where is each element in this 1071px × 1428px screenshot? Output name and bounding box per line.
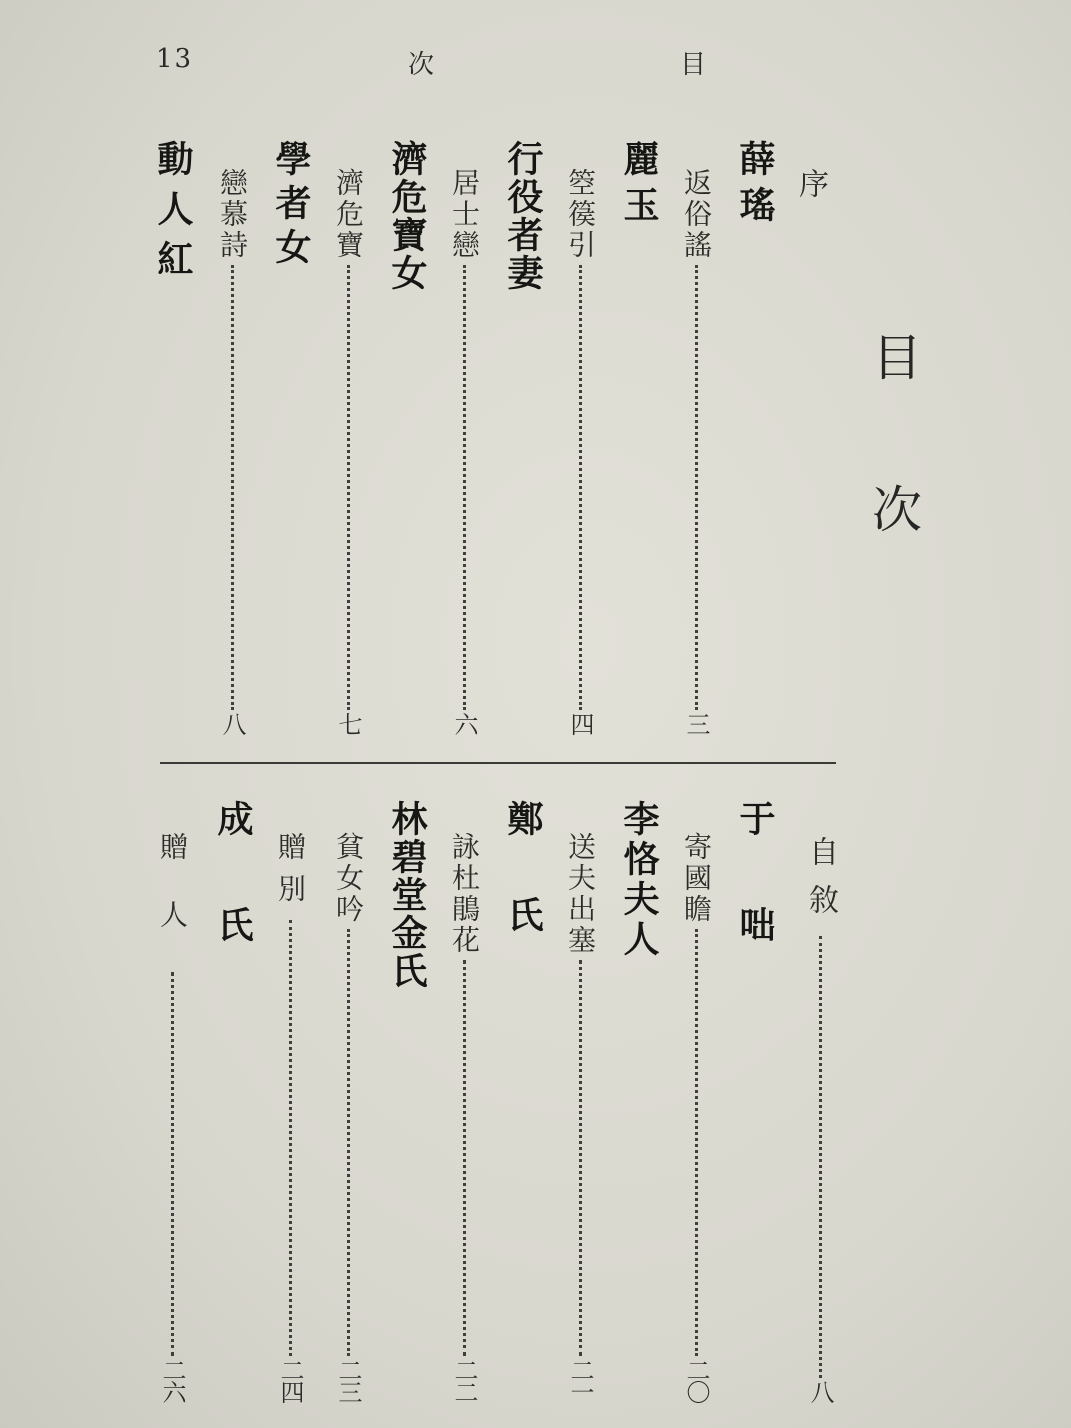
page-ref: 六 — [450, 712, 478, 734]
author-name: 麗玉 — [618, 140, 660, 232]
poem-entry — [674, 832, 718, 1402]
leader-dots — [347, 929, 350, 1356]
page-ref: 三 — [682, 712, 710, 734]
page-ref: 二三 — [334, 1358, 362, 1402]
leader-dots — [579, 265, 582, 710]
page-ref: 八 — [806, 1380, 834, 1402]
page-ref: 二〇 — [682, 1358, 710, 1402]
leader-dots — [695, 265, 698, 710]
author-name: 林碧堂金氏 — [386, 800, 428, 990]
author-name: 行役者妻 — [502, 140, 544, 292]
toc-title-char-1: 目 — [872, 329, 922, 387]
author-entry — [500, 140, 546, 292]
poem-title: 送夫出塞 — [564, 832, 597, 956]
author-entry — [268, 140, 314, 272]
author-entry — [616, 140, 662, 232]
author-name: 學者女 — [270, 140, 312, 272]
leader-dots — [819, 936, 822, 1378]
author-name: 濟危寶女 — [386, 140, 428, 292]
poem-entry — [674, 168, 718, 734]
poem-entry — [150, 832, 194, 1402]
poem-entry — [210, 168, 254, 734]
poem-entry — [558, 832, 602, 1402]
author-entry — [210, 800, 256, 1012]
author-entry — [732, 800, 778, 1012]
leader-dots — [347, 265, 350, 710]
poem-title: 貧女吟 — [332, 832, 365, 925]
poem-title: 箜篌引 — [564, 168, 597, 261]
poem-entry — [268, 832, 312, 1402]
leader-dots — [579, 960, 582, 1356]
poem-title: 寄國瞻 — [680, 832, 713, 925]
running-title-left: 次 — [408, 50, 435, 80]
poem-title: 贈人 — [156, 832, 189, 968]
author-entry — [616, 800, 662, 960]
page-ref: 八 — [218, 712, 246, 734]
leader-dots — [695, 929, 698, 1356]
author-entry — [732, 140, 778, 232]
poem-title: 贈別 — [274, 832, 307, 916]
section-divider — [160, 762, 836, 764]
page-ref: 二一 — [566, 1358, 594, 1402]
leader-dots — [171, 972, 174, 1356]
poem-entry — [326, 832, 370, 1402]
author-name: 動人紅 — [152, 140, 194, 290]
page-ref: 七 — [334, 712, 362, 734]
poem-entry — [326, 168, 370, 734]
poem-title: 戀慕詩 — [216, 168, 249, 261]
author-entry — [150, 140, 196, 290]
page-number: 13 — [156, 44, 194, 74]
author-name: 李恪夫人 — [618, 800, 660, 960]
author-name: 于咄 — [734, 800, 776, 1012]
poem-title: 返俗謠 — [680, 168, 713, 261]
preface-label: 序 — [793, 168, 828, 202]
poem-title: 詠杜鵑花 — [448, 832, 481, 956]
poem-entry — [558, 168, 602, 734]
page-ref: 二六 — [158, 1358, 186, 1402]
author-entry — [384, 800, 430, 990]
preface-entry — [798, 836, 842, 1402]
author-name: 鄭氏 — [502, 800, 544, 992]
poem-entry — [442, 832, 486, 1402]
page-ref: 二二 — [450, 1358, 478, 1402]
author-name: 成氏 — [212, 800, 254, 1012]
author-entry — [500, 800, 546, 992]
preface-label: 自敘 — [803, 836, 838, 932]
leader-dots — [463, 265, 466, 710]
leader-dots — [231, 265, 234, 710]
poem-title: 居士戀 — [448, 168, 481, 261]
leader-dots — [289, 920, 292, 1356]
page-ref: 二四 — [276, 1358, 304, 1402]
leader-dots — [463, 960, 466, 1356]
poem-title: 濟危寶 — [332, 168, 365, 261]
running-title-right: 目 — [680, 50, 707, 80]
preface-entry — [790, 168, 830, 202]
toc-title-char-2: 次 — [872, 481, 922, 539]
author-name: 薛瑤 — [734, 140, 776, 232]
page-ref: 四 — [566, 712, 594, 734]
author-entry — [384, 140, 430, 292]
poem-entry — [442, 168, 486, 734]
